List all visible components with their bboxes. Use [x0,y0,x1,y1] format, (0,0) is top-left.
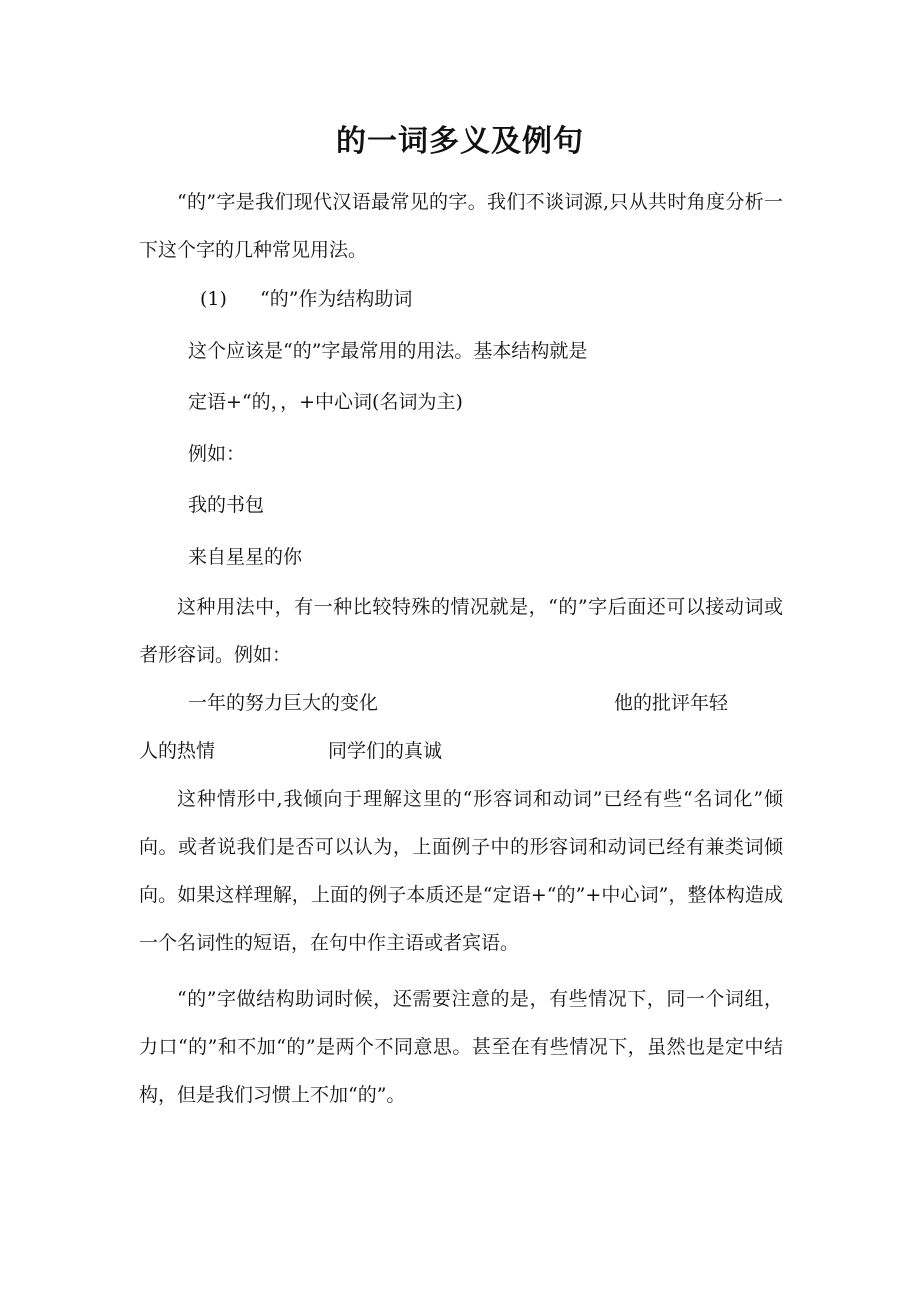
examples-row [139,679,783,727]
page-title: 的一词多义及例句 [336,124,584,159]
example-phrase: 一年的努力巨大的变化 [188,692,379,714]
special-case-paragraph: 这种用法中，有一种比较特殊的情况就是，“的”字后面还可以接动词或者形容词。例如： [139,596,783,666]
section-title: “的”作为结构助词 [260,288,413,310]
section-number: (1) [200,288,227,310]
example-phrase: 人的热情 [139,740,216,762]
example-phrase: 他的批评年轻 [614,692,729,714]
document-body [139,178,783,1119]
usage-line: 这个应该是“的”字最常用的用法。基本结构就是 [188,339,588,362]
example-phrase: 同学们的真诚 [328,740,443,762]
example-item: 来自星星的你 [188,545,303,568]
section-heading [139,274,783,326]
example-label: 例如： [188,442,246,465]
note-paragraph: “的”字做结构助词时候，还需要注意的是，有些情况下，同一个词组，力口“的”和不加“的”是两个不同意思。甚至在有些情况下，虽然也是定中结构，但是我们习惯上不加“的”。 [139,988,783,1106]
analysis-paragraph: 这种情形中,我倾向于理解这里的“形容词和动词”已经有些“名词化”倾向。或者说我们是否可以认为，上面例子中的形容词和动词已经有兼类词倾向。如果这样理解，上面的例子本质还是“定语+“的”+中心词”，整体构造成一个名词性的短语，在句中作主语或者宾语。 [139,788,783,954]
structure-line: 定语+“的，，+中心词(名词为主) [188,391,463,413]
examples-row [139,727,783,775]
example-item: 我的书包 [188,494,265,516]
intro-paragraph: “的”字是我们现代汉语最常见的字。我们不谈词源,只从共时角度分析一下这个字的几种常见用法。 [139,191,783,261]
